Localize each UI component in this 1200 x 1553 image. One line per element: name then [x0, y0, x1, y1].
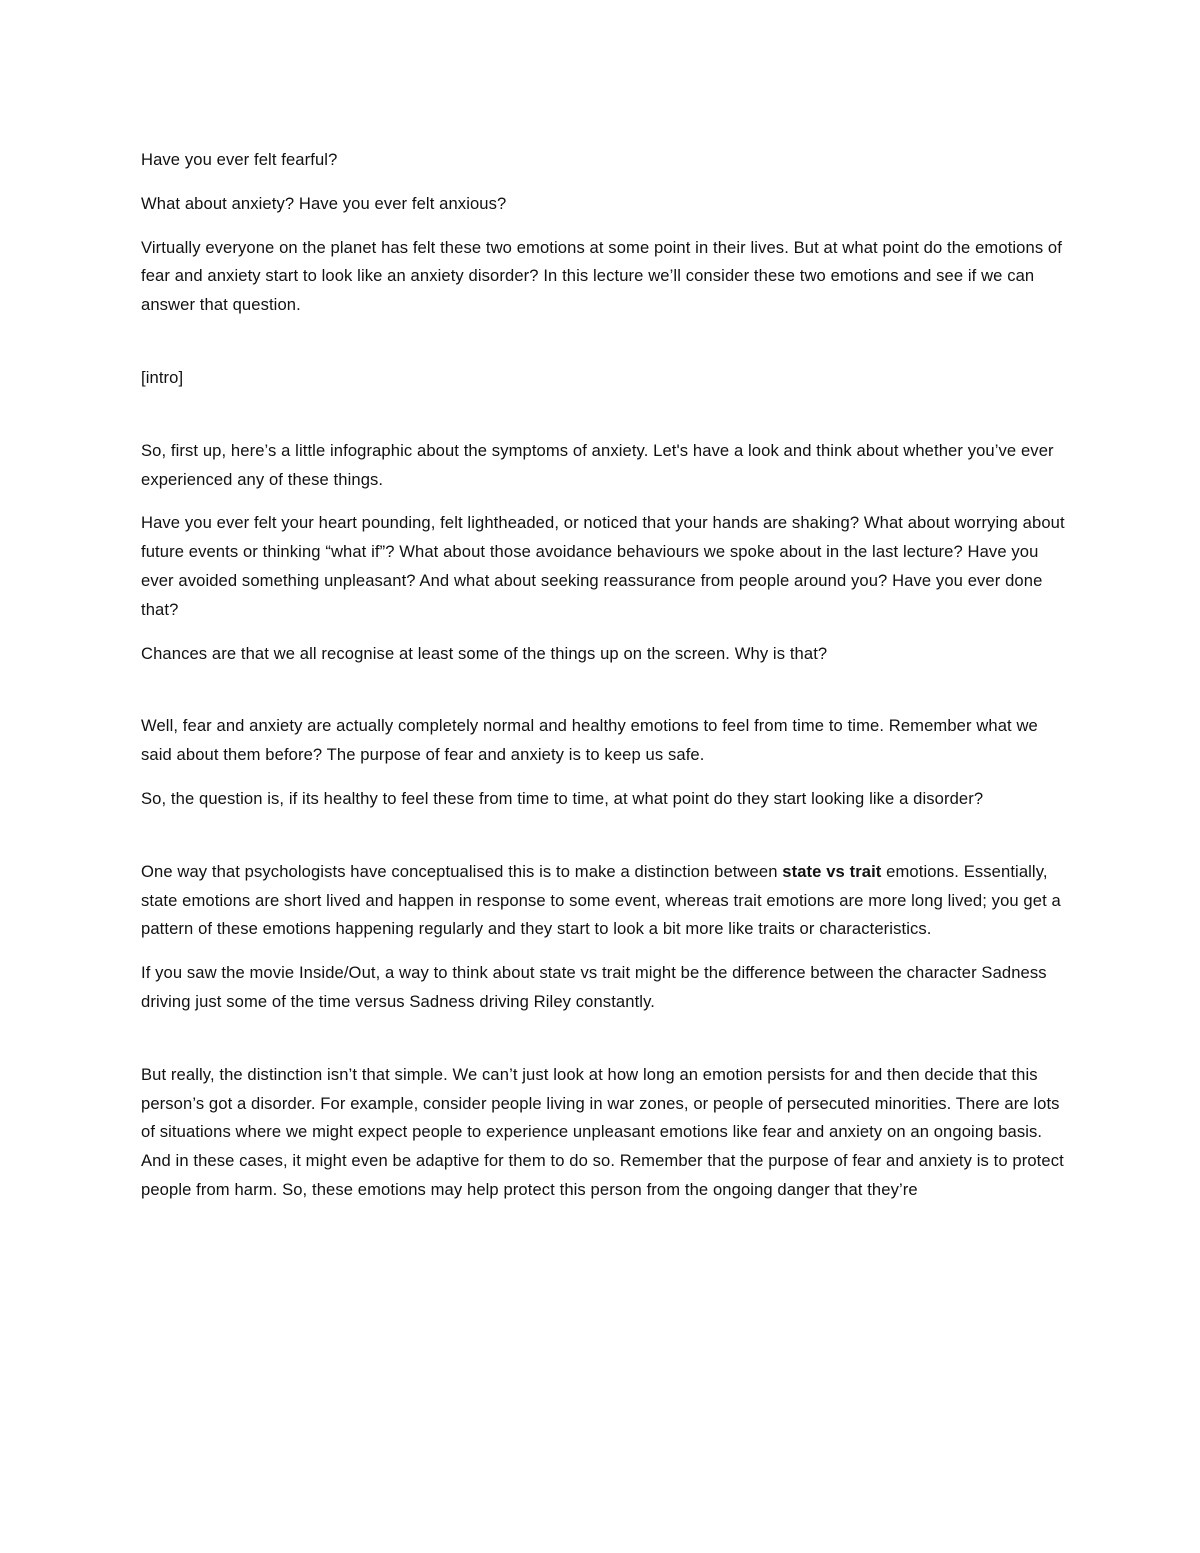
document-page: [141, 146, 1071, 1205]
paragraph-fearful: Have you ever felt fearful?: [141, 150, 338, 169]
state-trait-text-before: One way that psychologists have conceptualised this is to make a distinction between: [141, 861, 783, 881]
state-trait-text-after: emotions. Essentially, state emotions are short lived and happen in response to some event, whereas trait emotions are more long lived; you get a pattern of these emotions happening regularly and they start to look a bit more like traits or characteristics.: [141, 861, 1061, 939]
paragraph-anxiety: What about anxiety? Have you ever felt anxious?: [141, 193, 507, 213]
paragraph-intro: [intro]: [141, 367, 184, 387]
paragraph-distinction: But really, the distinction isn’t that simple. We can’t just look at how long an emotion persists for and then decide that this person’s got a disorder. For example, consider people living in war zones, or people of persecuted minorities. There are lots of situations where we might expect people to experience unpleasant emotions like fear and anxiety on an ongoing basis. And in these cases, it might even be adaptive for them to do so. Remember that the purpose of fear and anxiety is to protect people from harm. So, these emotions may help protect this person from the ongoing danger that they’re: [141, 1064, 1064, 1199]
paragraph-inside-out: If you saw the movie Inside/Out, a way to think about state vs trait might be the difference between the character Sadness driving just some of the time versus Sadness driving Riley constantly.: [141, 963, 1047, 1011]
paragraph-virtually-everyone: Virtually everyone on the planet has felt these two emotions at some point in their lives. But at what point do the emotions of fear and anxiety start to look like an anxiety disorder? In this lecture we’ll consider these two emotions and see if we can answer that question.: [141, 237, 1062, 315]
paragraph-symptoms: Have you ever felt your heart pounding, felt lightheaded, or noticed that your hands are shaking? What about worrying about future events or thinking “what if”? What about those avoidance behaviours we spoke about in the last lecture? Have you ever avoided something unpleasant? And what about seeking reassurance from people around you? Have you ever done that?: [141, 513, 1065, 619]
paragraph-question: So, the question is, if its healthy to feel these from time to time, at what point do they start looking like a disorder?: [141, 788, 984, 808]
paragraph-chances: Chances are that we all recognise at least some of the things up on the screen. Why is that?: [141, 643, 828, 663]
state-trait-bold-term: state vs trait: [782, 861, 882, 881]
paragraph-normal-emotions: Well, fear and anxiety are actually completely normal and healthy emotions to feel from time to time. Remember what we said about them before? The purpose of fear and anxiety is to keep us safe.: [141, 716, 1038, 765]
paragraph-infographic: So, first up, here’s a little infographic about the symptoms of anxiety. Let's have a look and think about whether you’ve ever experienced any of these things.: [141, 440, 1054, 489]
paragraph-state-trait: [141, 858, 1071, 944]
